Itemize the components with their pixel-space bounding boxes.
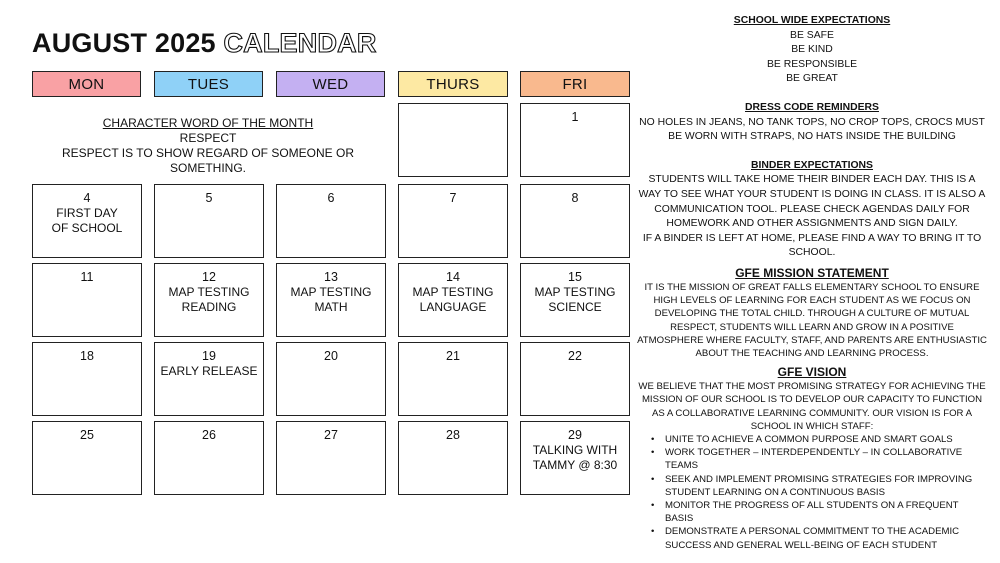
expectation-item: BE KIND xyxy=(791,44,833,56)
calendar-cell-13 xyxy=(276,263,386,337)
calendar-cell-4 xyxy=(32,184,142,258)
calendar-cell-21 xyxy=(398,342,508,416)
day-number: 15 xyxy=(568,270,582,284)
day-header-wed xyxy=(276,71,385,97)
calendar-cell-25 xyxy=(32,421,142,495)
vision-bullet: • WORK TOGETHER – INTERDEPENDENTLY – IN COLLABORATIVE TEAMS xyxy=(651,446,987,472)
calendar-cell-19 xyxy=(154,342,264,416)
day-label: WED xyxy=(312,75,349,93)
day-label: TUES xyxy=(187,75,230,93)
dress-code-text: NO HOLES IN JEANS, NO TANK TOPS, NO CROP TOPS, CROCS MUST BE WORN WITH STRAPS, NO HATS INSIDE THE BUILDING xyxy=(639,116,985,143)
vision-heading: GFE VISION xyxy=(777,365,847,380)
calendar-cell-8 xyxy=(520,184,630,258)
calendar-cell-blank xyxy=(398,103,508,177)
calendar-cell-22 xyxy=(520,342,630,416)
day-header-tue xyxy=(154,71,263,97)
day-number: 26 xyxy=(202,428,216,442)
day-event: TALKING WITH TAMMY @ 8:30 xyxy=(532,443,618,472)
day-number: 12 xyxy=(202,270,216,284)
day-header-thu xyxy=(398,71,508,97)
day-number: 28 xyxy=(446,428,460,442)
day-event: EARLY RELEASE xyxy=(160,364,258,378)
vision-list xyxy=(651,433,987,552)
day-number: 18 xyxy=(80,349,94,363)
calendar-cell-12 xyxy=(154,263,264,337)
day-label: FRI xyxy=(562,75,588,93)
day-number: 22 xyxy=(568,349,582,363)
day-label: MON xyxy=(68,75,105,93)
calendar-cell-26 xyxy=(154,421,264,495)
day-event: MAP TESTING SCIENCE xyxy=(534,285,616,314)
vision-text: WE BELIEVE THAT THE MOST PROMISING STRATEGY FOR ACHIEVING THE MISSION OF OUR SCHOOL IS TO DEVELOP OUR CAPACITY TO FUNCTION AS A COLLABORATIVE LEARNING COMMUNITY. OUR VISION IS FOR A SCHOOL IN WHICH STAFF: xyxy=(638,381,986,432)
vision-bullet: • UNITE TO ACHIEVE A COMMON PURPOSE AND SMART GOALS xyxy=(651,433,987,446)
day-header-mon xyxy=(32,71,141,97)
calendar-cell-18 xyxy=(32,342,142,416)
calendar-cell-5 xyxy=(154,184,264,258)
day-number: 14 xyxy=(446,270,460,284)
day-event: MAP TESTING LANGUAGE xyxy=(412,285,494,314)
mission-heading: GFE MISSION STATEMENT xyxy=(735,265,889,280)
mission-text: IT IS THE MISSION OF GREAT FALLS ELEMENTARY SCHOOL TO ENSURE HIGH LEVELS OF LEARNING FOR EACH STUDENT AS WE FOCUS ON DEVELOPING THE TOTAL CHILD. THROUGH A CULTURE OF MUTUAL RESPECT, STUDENTS WILL LEARN AND GROW IN A POSITIVE ATMOSPHERE WHERE FACULTY, STAFF, AND PARENTS ARE ENTHUSIASTIC ABOUT THE TEACHING AND LEARNING PROCESS. xyxy=(637,281,987,359)
expectations-heading: SCHOOL WIDE EXPECTATIONS xyxy=(733,15,891,26)
expectation-item: BE SAFE xyxy=(790,29,834,41)
title-calendar-word: CALENDAR xyxy=(223,28,377,58)
day-number: 27 xyxy=(324,428,338,442)
day-label: THURS xyxy=(426,75,480,93)
calendar-cell-14 xyxy=(398,263,508,337)
calendar-cell-6 xyxy=(276,184,386,258)
day-event: MAP TESTING MATH xyxy=(290,285,372,314)
day-number: 7 xyxy=(449,191,457,205)
calendar-cell-11 xyxy=(32,263,142,337)
calendar-cell-15 xyxy=(520,263,630,337)
calendar-cell-1 xyxy=(520,103,630,177)
day-number: 20 xyxy=(324,349,338,363)
character-word-heading: CHARACTER WORD OF THE MONTH xyxy=(102,116,314,130)
day-number: 6 xyxy=(327,191,335,205)
page-title xyxy=(32,28,377,59)
day-number: 1 xyxy=(571,110,579,124)
calendar-cell-28 xyxy=(398,421,508,495)
info-column xyxy=(637,14,987,552)
day-header-fri xyxy=(520,71,630,97)
expectation-item: BE GREAT xyxy=(786,73,838,85)
day-number: 25 xyxy=(80,428,94,442)
character-word-definition: RESPECT IS TO SHOW REGARD OF SOMEONE OR SOMETHING. xyxy=(61,146,355,175)
vision-bullet: • MONITOR THE PROGRESS OF ALL STUDENTS ON A FREQUENT BASIS xyxy=(651,499,987,525)
binder-text-2: IF A BINDER IS LEFT AT HOME, PLEASE FIND A WAY TO BRING IT TO SCHOOL. xyxy=(642,232,982,259)
vision-bullet: • DEMONSTRATE A PERSONAL COMMITMENT TO THE ACADEMIC SUCCESS AND GENERAL WELL-BEING OF EACH STUDENT xyxy=(651,525,987,551)
day-number: 11 xyxy=(80,270,94,284)
day-number: 8 xyxy=(571,191,579,205)
binder-text: STUDENTS WILL TAKE HOME THEIR BINDER EACH DAY. THIS IS A WAY TO SEE WHAT YOUR STUDENT IS DOING IN CLASS. IT IS ALSO A COMMUNICATION TOOL. PLEASE CHECK AGENDAS DAILY FOR HOMEWORK AND OTHER ASSIGNMENTS AND SIGN DAILY. xyxy=(638,174,986,230)
day-number: 4 xyxy=(83,191,91,205)
character-word-block xyxy=(30,116,386,176)
character-word: RESPECT xyxy=(179,131,237,145)
day-number: 19 xyxy=(202,349,216,363)
day-number: 29 xyxy=(568,428,582,442)
calendar-cell-7 xyxy=(398,184,508,258)
day-number: 5 xyxy=(205,191,213,205)
title-month: AUGUST 2025 xyxy=(32,28,216,58)
expectation-item: BE RESPONSIBLE xyxy=(766,58,858,70)
dress-code-heading: DRESS CODE REMINDERS xyxy=(745,101,879,113)
calendar-cell-20 xyxy=(276,342,386,416)
calendar-cell-27 xyxy=(276,421,386,495)
day-number: 13 xyxy=(324,270,338,284)
day-number: 21 xyxy=(446,349,460,363)
binder-heading: BINDER EXPECTATIONS xyxy=(750,159,873,171)
day-event: MAP TESTING READING xyxy=(168,285,250,314)
day-event: FIRST DAY OF SCHOOL xyxy=(51,206,123,235)
calendar-cell-29 xyxy=(520,421,630,495)
vision-bullet: • SEEK AND IMPLEMENT PROMISING STRATEGIES FOR IMPROVING STUDENT LEARNING ON A CONTINUOUS BASIS xyxy=(651,473,987,499)
